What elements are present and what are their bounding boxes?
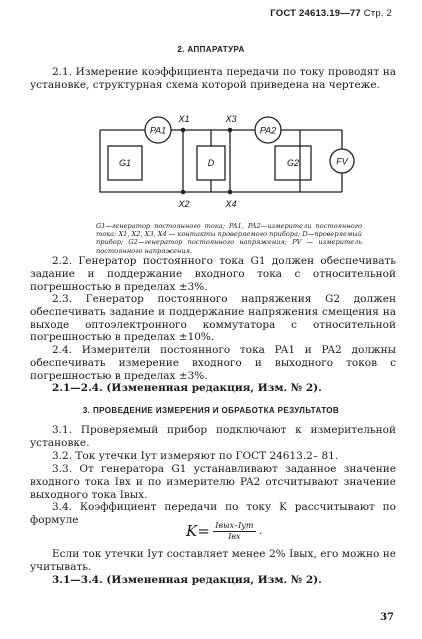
label-pa1: PA1 (149, 125, 167, 136)
revision-note-2: 2.1—2.4. (Измененная редакция, Изм. № 2). (52, 382, 322, 394)
paragraph-3-1: 3.1. Проверяемый прибор подключают к измерительной установке. (30, 424, 396, 449)
label-fv: FV (336, 156, 348, 167)
formula-numerator: Iвых–Iут (215, 521, 254, 530)
paragraph-3-4: 3.4. Коэффициент передачи по току K рассчитывают по формуле (30, 501, 396, 526)
label-x2: X2 (178, 199, 190, 209)
header-page: Стр. 2 (363, 8, 392, 19)
section-3-title: 3. ПРОВЕДЕНИЕ ИЗМЕРЕНИЯ И ОБРАБОТКА РЕЗУЛЬТАТОВ (82, 406, 340, 415)
label-x4: X4 (225, 199, 237, 209)
label-pa2: PA2 (259, 125, 277, 136)
paragraph-2-4: 2.4. Измерители постоянного тока PA1 и PA2 должны обеспечивать измерение входного и выходного токов с погрешностью в пределах ±3%. (30, 344, 396, 382)
label-d: D (207, 158, 215, 168)
label-g1: G1 (118, 158, 132, 168)
formula-tail: . (259, 524, 263, 538)
label-g2: G2 (286, 158, 300, 168)
page-number: 37 (380, 612, 394, 623)
formula-lhs: K= (186, 522, 210, 541)
paragraph-3-3: 3.3. От генератора G1 устанавливают заданное значение входного тока Iвх и по измерителю PA2 отсчитывают значение выходного тока Iвых. (30, 463, 396, 501)
revision-note-3: 3.1—3.4. (Измененная редакция, Изм. № 2). (52, 574, 322, 586)
paragraph-leakage: Если ток утечки Iут составляет менее 2% Iвых, его можно не учитывать. (30, 548, 396, 573)
paragraph-2-1: 2.1. Измерение коэффициента передачи по току проводят на установке, структурная схема которой приведена на чертеже. (30, 66, 396, 91)
paragraph-2-2: 2.2. Генератор постоянного тока G1 должен обеспечивать задание и поддержание входного тока с относительной погрешностью в пределах ±3%. (30, 255, 396, 293)
paragraph-2-3: 2.3. Генератор постоянного напряжения G2 должен обеспечивать задание и поддержание напряжения смещения на выходе оптоэлектронного коммутатора с относительной погрешностью в пределах ±10%. (30, 293, 396, 344)
section-2-title: 2. АППАРАТУРА (177, 45, 245, 54)
label-x1: X1 (178, 114, 190, 124)
diagram-caption: G1—генератор постоянного тока; PA1, PA2—измерители постоянного тока; X1, X2, X3, X4 — контакты проверяемого прибора; D—проверяемый прибор; G2—генератор постоянного напряжения; PV — измеритель постоянного напряжения. (96, 222, 362, 255)
header-title: ГОСТ 24613.19—77 (270, 8, 361, 19)
label-x3: X3 (225, 114, 237, 124)
page-header (270, 8, 392, 21)
circuit-diagram (96, 108, 358, 216)
paragraph-3-2: 3.2. Ток утечки Iут измеряют по ГОСТ 24613.2– 81. (52, 450, 339, 462)
formula (186, 521, 263, 542)
formula-denominator: Iвх (228, 532, 241, 541)
